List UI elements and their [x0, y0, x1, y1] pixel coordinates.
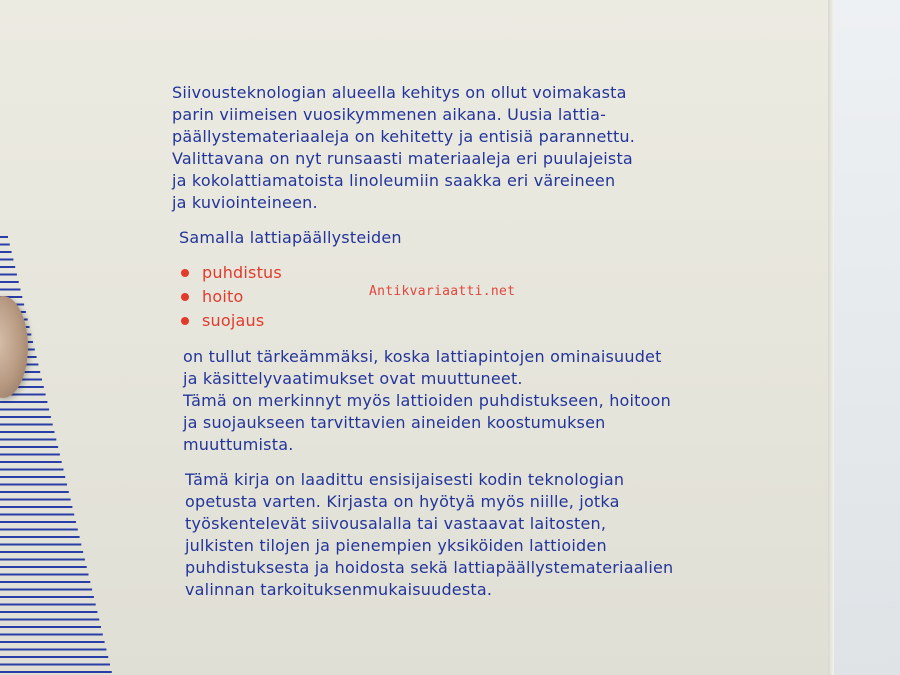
stripe-line	[0, 274, 17, 276]
stripe-line	[0, 596, 94, 598]
stripe-line	[0, 499, 71, 501]
stripe-line	[0, 431, 55, 433]
stripe-line	[0, 581, 90, 583]
stripe-line	[0, 544, 81, 546]
stripe-line	[0, 439, 56, 441]
stripe-line	[0, 664, 110, 666]
lead-in-line: Samalla lattiapäällysteiden	[179, 228, 402, 247]
stripe-line	[0, 266, 15, 268]
stripe-line	[0, 521, 76, 523]
stripe-line	[0, 626, 101, 628]
stripe-line	[0, 604, 96, 606]
stripe-line	[0, 251, 12, 253]
stripe-line	[0, 641, 105, 643]
stripe-line	[0, 649, 106, 651]
stripe-line	[0, 469, 64, 471]
stripe-line	[0, 611, 97, 613]
closing-paragraph: Tämä kirja on laadittu ensisijaisesti kodin teknologian opetusta varten. Kirjasta on hyötyä myös niille, jotka työskentelevät siivousalalla tai vastaavat laitosten, julkisten tilojen ja pienempien yksiköiden lattioiden puhdistuksesta ja hoidosta sekä lattiapäällystemateriaalien valinnan tarkoituksenmukaisuudesta.	[185, 470, 674, 599]
stripe-line	[0, 401, 47, 403]
stripe-line	[0, 574, 89, 576]
background-surface	[834, 0, 900, 675]
stripe-line	[0, 424, 53, 426]
stripe-line	[0, 289, 21, 291]
watermark-text: Antikvariaatti.net	[369, 284, 516, 299]
stripe-line	[0, 619, 99, 621]
middle-paragraph: on tullut tärkeämmäksi, koska lattiapintojen ominaisuudet ja käsittelyvaatimukset ovat muuttuneet. Tämä on merkinnyt myös lattioiden puhdistukseen, hoitoon ja suojaukseen tarvittavien aineiden koostumuksen muuttumista.	[183, 347, 671, 454]
stripe-line	[0, 536, 80, 538]
list-item: puhdistus	[181, 261, 792, 285]
stripe-line	[0, 566, 87, 568]
bullet-dot-icon	[181, 317, 189, 325]
stripe-line	[0, 259, 13, 261]
stripe-line	[0, 454, 60, 456]
stripe-line	[0, 236, 8, 238]
stripe-line	[0, 416, 51, 418]
stripe-line	[0, 634, 103, 636]
stripe-line	[0, 514, 74, 516]
stripe-line	[0, 589, 92, 591]
intro-paragraph: Siivousteknologian alueella kehitys on ollut voimakasta parin viimeisen vuosikymmenen aikana. Uusia lattia- päällystemateriaaleja on kehitetty ja entisiä parannettu. Valittavana on nyt runsaasti materiaaleja eri puulajeista ja kokolattiamatoista linoleumiin saakka eri väreineen ja kuviointeineen.	[172, 83, 636, 212]
stripe-line	[0, 656, 108, 658]
stripe-line	[0, 491, 69, 493]
stripe-line	[0, 551, 83, 553]
stripe-line	[0, 281, 19, 283]
stripe-line	[0, 461, 62, 463]
list-item: suojaus	[181, 309, 792, 333]
body-text	[172, 82, 792, 601]
stripe-line	[0, 529, 78, 531]
stripe-line	[0, 484, 67, 486]
stripe-line	[0, 244, 10, 246]
stripe-line	[0, 409, 49, 411]
stripe-line	[0, 476, 65, 478]
bullet-dot-icon	[181, 293, 189, 301]
list-item: hoito	[181, 285, 792, 309]
stripe-line	[0, 446, 58, 448]
stripe-line	[0, 506, 72, 508]
stripe-line	[0, 671, 112, 673]
stripe-line	[0, 559, 85, 561]
bullet-dot-icon	[181, 269, 189, 277]
